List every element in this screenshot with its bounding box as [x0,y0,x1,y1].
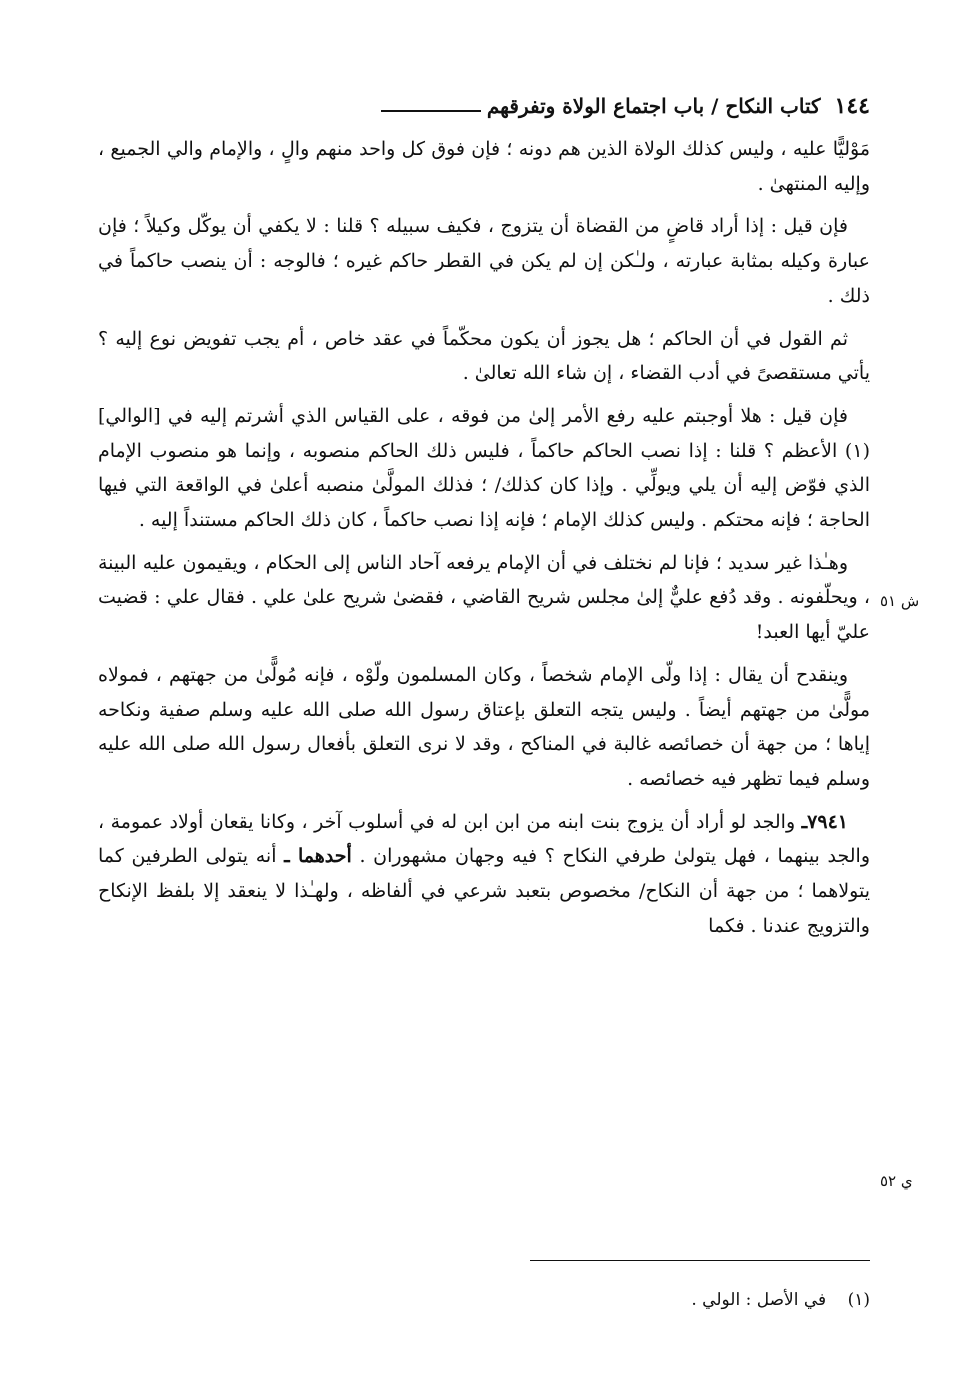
paragraph: ثم القول في أن الحاكم ؛ هل يجوز أن يكون محكّماً في عقد خاص ، أم يجب تفويض نوع إليه ؟ يأتي مستقصىً في أدب القضاء ، إن شاء الله تعالىٰ . [98,327,870,385]
footnote-rule [530,1260,870,1261]
issue-term: أحدهما ـ [284,845,352,868]
paragraph: فإن قيل : إذا أراد قاضٍ من القضاة أن يتزوج ، فكيف سبيله ؟ قلنا : لا يكفي أن يوكّل وكيلاً ؛ فإن عبارة وكيله بمثابة عبارته ، ولـٰكن إن لم يكن في القطر حاكم غيره ؛ فالوجه : أن ينصب حاكماً في ذلك . [98,215,870,307]
paragraph: وهـٰذا غير سديد ؛ فإنا لم نختلف في أن الإمام يرفعه آحاد الناس إلى الحكام ، ويقيمون عليه البينة ، ويحلّفونه . وقد دُفع عليٌّ إلىٰ مجلس شريح القاضي ، فقضىٰ شريح علىٰ علي . فقال علي : قضيت عليّ أيها العبد! [98,551,871,644]
body-text [98,132,870,951]
running-title: كتاب النكاح / باب اجتماع الولاة وتفرقهم [486,94,821,118]
page-number: ١٤٤ [834,93,870,119]
page-header [98,86,870,126]
issue-paragraph [98,805,870,944]
paragraph: وينقدح أن يقال : إذا ولّى الإمام شخصاً ، وكان المسلمون ولّوْه ، فإنه مُولًّىٰ من جهتهم ، فمولاه مولًّىٰ من جهتهم أيضاً . وليس يتجه التعلق بإعتاق رسول الله صلى الله عليه وسلم صفية ونكاحه إياها ؛ من جهة أن خصائصه غالبة في المناكح ، وقد لا نرى التعلق بأفعال رسول الله صلى الله عليه وسلم فيما تظهر فيه خصائصه . [98,663,870,790]
footnote [500,1290,870,1310]
margin-note-manuscript-2: ي ٥٢ [880,1172,913,1190]
issue-text-before: والجد لو أراد أن يزوج بنت ابنه من ابن ابن له في أسلوب آخر ، وكانا يقعان أولاد عمومة ، والجد بينهما ، فهل يتولىٰ طرفي النكاح ؟ فيه وجهان مشهوران . [98,810,870,868]
paragraph: مَوْليًّا عليه ، وليس كذلك الولاة الذين هم دونه ؛ فإن فوق كل واحد منهم والٍ ، والإمام والي الجميع ، وإليه المنتهىٰ . [98,138,870,195]
margin-note-manuscript-1: ش ٥١ [880,592,920,610]
header-rule [381,110,481,112]
issue-number: ٧٩٤١ـ [801,810,848,833]
footnote-text: في الأصل : الولي . [691,1290,827,1310]
paragraph: فإن قيل : هلا أوجبتم عليه رفع الأمر إلىٰ من فوقه ، على القياس الذي أشرتم إليه في [الوالي](١) الأعظم ؟ قلنا : إذا نصب الحاكم حاكماً ، فليس ذلك الحاكم منصوبه ، وإنما هو منصوب الإمام الذي فوّض إليه أن يلي ويولِّي . وإذا كان كذلك/ ؛ فذلك المولَّىٰ منصبه أعلىٰ في الواقعة التي فيها الحاجة ؛ فإنه محتكم . وليس كذلك الإمام ؛ فإنه إذا نصب حاكماً ، كان ذلك الحاكم مستنداً إليه . [98,404,870,532]
issue-text-after: أنه يتولى الطرفين كما يتولاهما ؛ من جهة أن النكاح/ مخصوص بتعبد شرعي في ألفاظه ، ولهـٰذا لا ينعقد إلا بلفظ الإنكاح والتزويج عندنا . فكما [98,845,870,937]
footnote-marker: (١) [847,1290,870,1310]
